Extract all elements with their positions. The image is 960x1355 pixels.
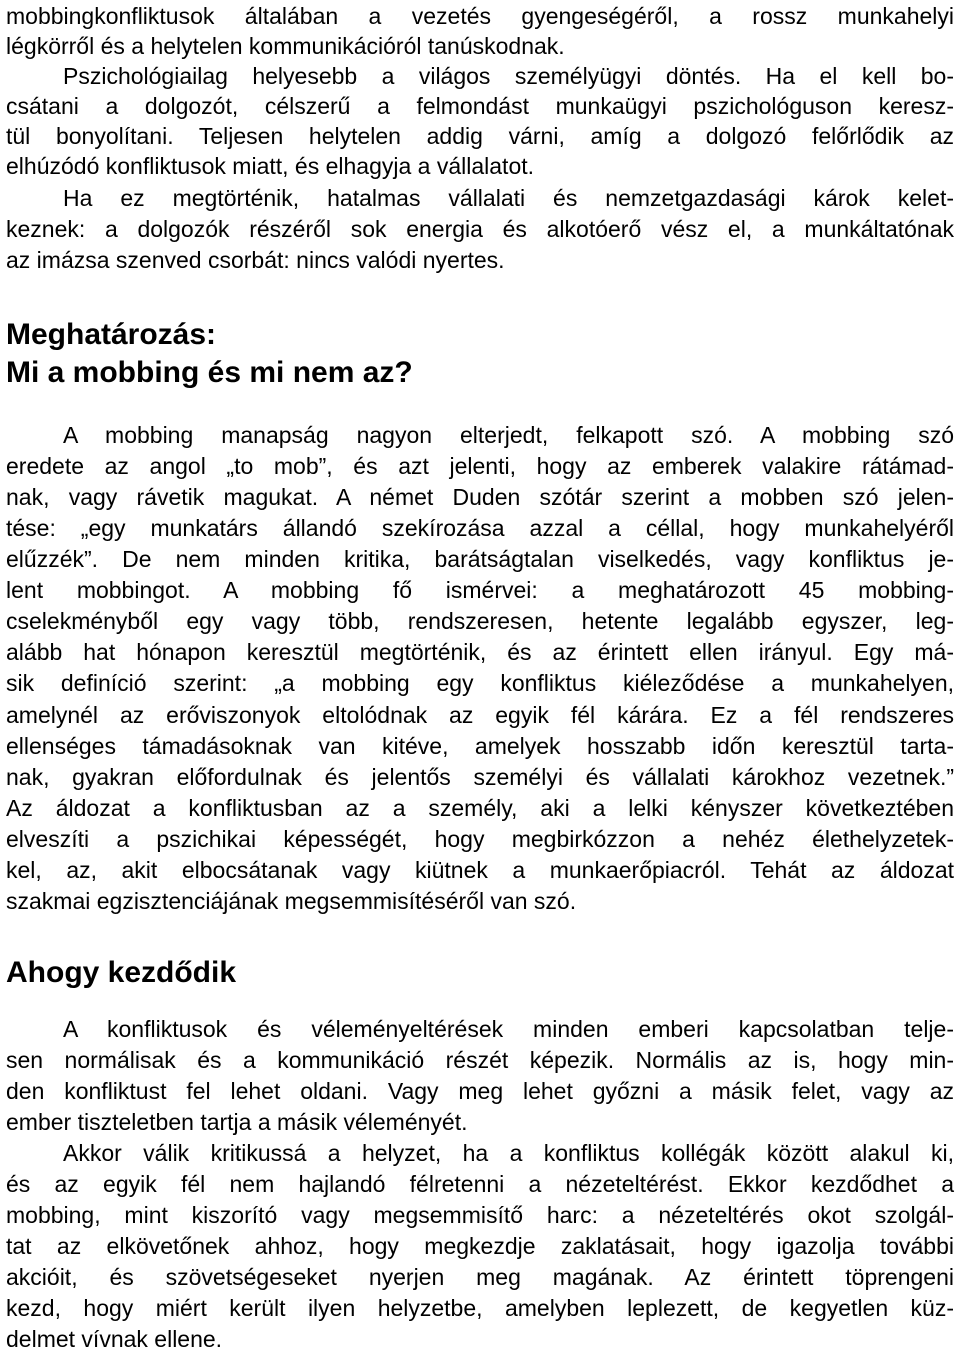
text-line: légkörről és a helytelen kommunikációról tanúskodnak. bbox=[6, 33, 565, 59]
text-line: sik definíció szerint: „a mobbing egy konfliktus kiéleződése a munkahelyen, bbox=[6, 670, 954, 696]
text-line: ember tiszteletben tartja a másik véleményét. bbox=[6, 1109, 468, 1135]
text-line: kezd, hogy miért került ilyen helyzetbe, amelyben leplezett, de kegyetlen küz- bbox=[6, 1295, 954, 1321]
section-subheading: Mi a mobbing és mi nem az? bbox=[6, 356, 413, 389]
text-line: alább hat hónapon keresztül megtörténik, és az érintett ellen irányul. Egy má- bbox=[6, 639, 954, 665]
text-line: amelynél az erőviszonyok eltolódnak az egyik fél kárára. Ez a fél rendszeres bbox=[6, 702, 954, 728]
text-line: A konfliktusok és véleményeltérések minden emberi kapcsolatban telje- bbox=[63, 1016, 954, 1042]
text-line: Akkor válik kritikussá a helyzet, ha a konfliktus kollégák között alakul ki, bbox=[63, 1140, 954, 1166]
text-line: Pszichológiailag helyesebb a világos személyügyi döntés. Ha el kell bo- bbox=[63, 63, 954, 89]
text-line: ellenséges támadásoknak van kitéve, amelyek hosszabb időn keresztül tarta- bbox=[6, 733, 954, 759]
text-line: tése: „egy munkatárs állandó szekírozása azzal a céllal, hogy munkahelyéről bbox=[6, 515, 954, 541]
text-line: tül bonyolítani. Teljesen helytelen addig várni, amíg a dolgozó felőrlődik az bbox=[6, 123, 954, 149]
text-line: szakmai egzisztenciájának megsemmisítéséről van szó. bbox=[6, 888, 577, 914]
text-line: lent mobbingot. A mobbing fő ismérvei: a meghatározott 45 mobbing- bbox=[6, 577, 954, 603]
text-line: elűzzék”. De nem minden kritika, barátságtalan viselkedés, vagy konfliktus je- bbox=[6, 546, 954, 572]
text-line: elveszíti a pszichikai képességét, hogy megbirkózzon a nehéz élethelyzetek- bbox=[6, 826, 954, 852]
text-line: nak, gyakran előfordulnak és jelentős személyi és vállalati károkhoz vezetnek.” bbox=[6, 764, 954, 790]
text-line: csátani a dolgozót, célszerű a felmondást munkaügyi pszichológuson keresz- bbox=[6, 93, 954, 119]
text-line: kel, az, akit elbocsátanak vagy kiütnek a munkaerőpiacról. Tehát az áldozat bbox=[6, 857, 954, 883]
text-line: sen normálisak és a kommunikáció részét képezik. Normális az is, hogy min- bbox=[6, 1047, 954, 1073]
text-line: nak, vagy rávetik magukat. A német Duden szótár szerint a mobben szó jelen- bbox=[6, 484, 954, 510]
text-line: den konfliktust fel lehet oldani. Vagy meg lehet győzni a másik felet, vagy az bbox=[6, 1078, 954, 1104]
section-heading: Ahogy kezdődik bbox=[6, 956, 237, 989]
text-line: elhúzódó konfliktusok miatt, és elhagyja a vállalatot. bbox=[6, 153, 535, 179]
text-line: keznek: a dolgozók részéről sok energia és alkotóerő vész el, a munkáltatónak bbox=[6, 216, 954, 242]
text-line: mobbingkonfliktusok általában a vezetés gyengeségéről, a rossz munkahelyi bbox=[6, 3, 954, 29]
text-line: az imázsa szenved csorbát: nincs valódi nyertes. bbox=[6, 247, 505, 273]
text-line: és az egyik fél nem hajlandó félretenni a nézeteltérést. Ekkor kezdődhet a bbox=[6, 1171, 954, 1197]
text-line: A mobbing manapság nagyon elterjedt, felkapott szó. A mobbing szó bbox=[63, 422, 954, 448]
text-line: Ha ez megtörténik, hatalmas vállalati és nemzetgazdasági károk kelet- bbox=[63, 185, 954, 211]
text-line: mobbing, mint kiszorító vagy megsemmisítő harc: a nézeteltérés okot szolgál- bbox=[6, 1202, 954, 1228]
text-line: Az áldozat a konfliktusban az a személy, aki a lelki kényszer következtében bbox=[6, 795, 954, 821]
text-line: delmet vívnak ellene. bbox=[6, 1326, 223, 1352]
text-line: akcióit, és szövetségeseket nyerjen meg magának. Az érintett töprengeni bbox=[6, 1264, 954, 1290]
text-line: tat az elkövetőnek ahhoz, hogy megkezdje zaklatásait, hogy igazolja további bbox=[6, 1233, 954, 1259]
text-line: eredete az angol „to mob”, és azt jelenti, hogy az emberek valakire rátámad- bbox=[6, 453, 954, 479]
section-heading: Meghatározás: bbox=[6, 318, 217, 351]
text-line: cselekményből egy vagy több, rendszeresen, hetente legalább egyszer, leg- bbox=[6, 608, 954, 634]
